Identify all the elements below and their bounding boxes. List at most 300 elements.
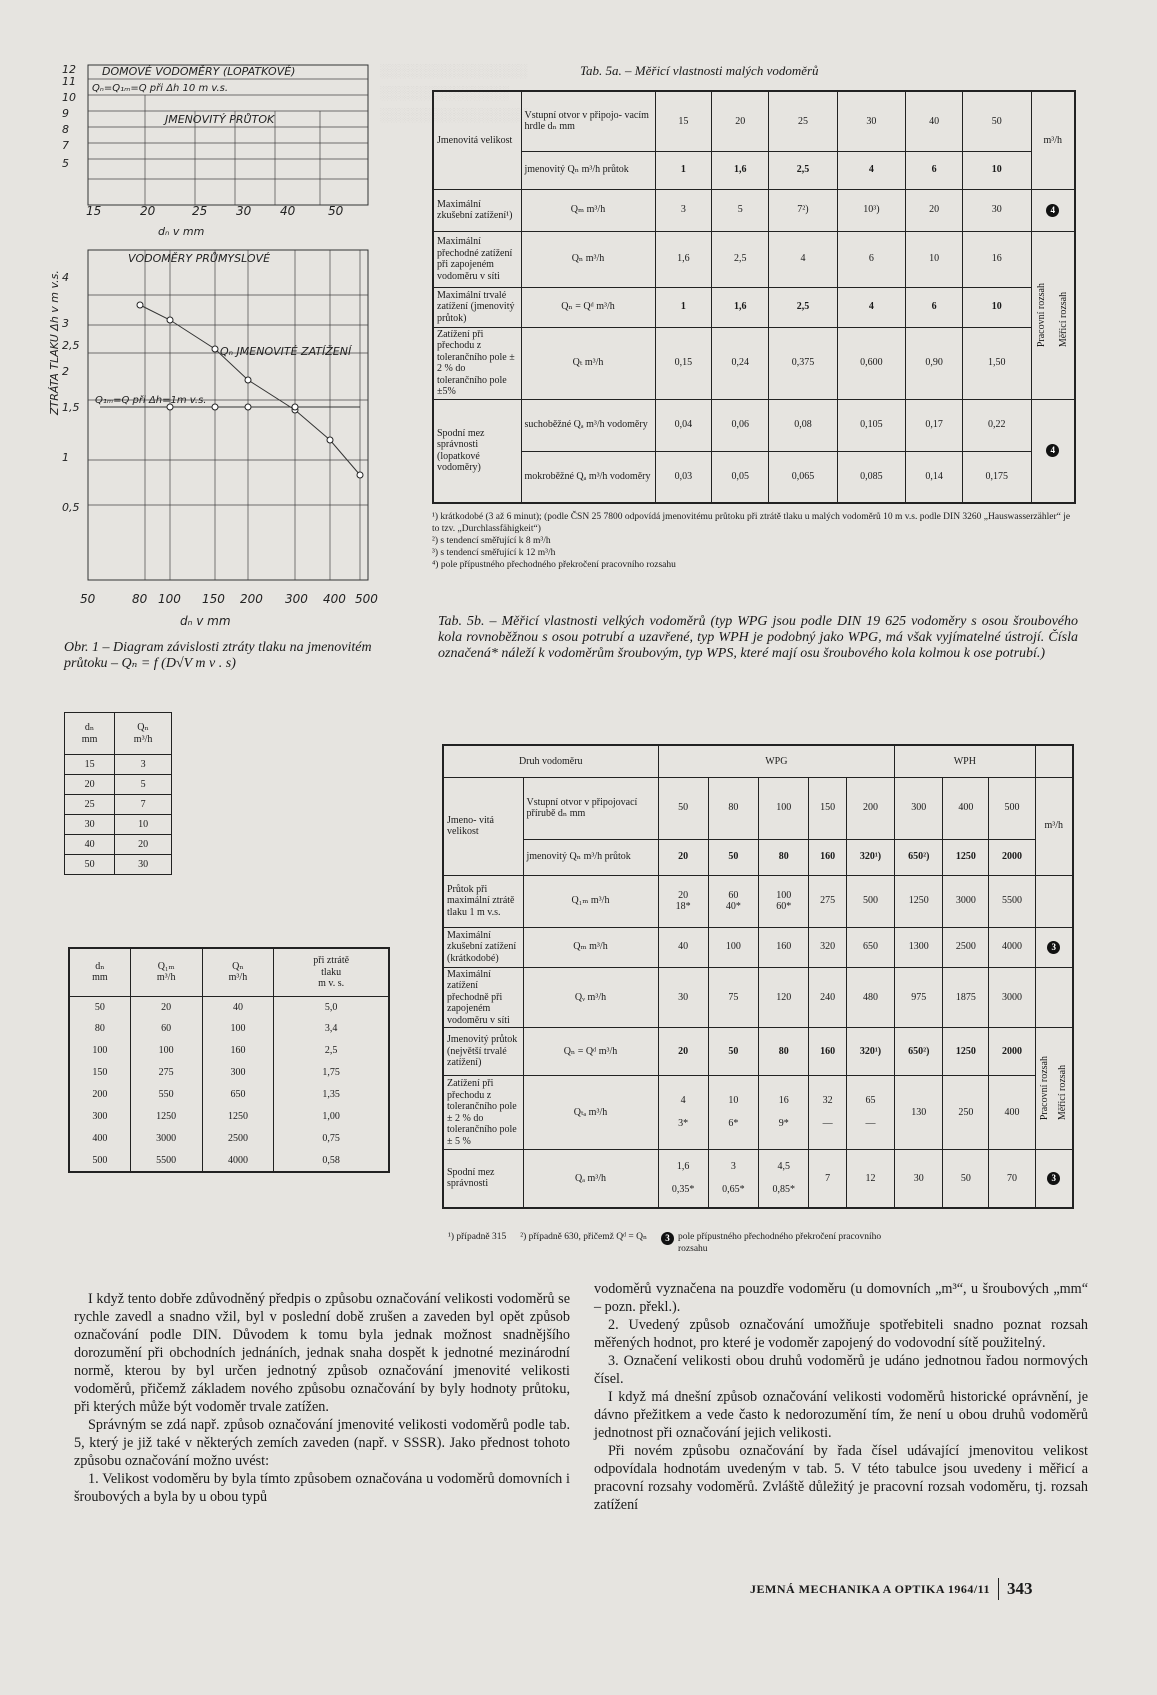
t5b-qt-6: 250 (943, 1076, 989, 1150)
table-row (69, 1128, 389, 1150)
t5b-qm-1: 100 (708, 927, 758, 967)
x-top-tick-label: 25 (192, 204, 208, 218)
y-tick-label: 8 (62, 123, 69, 136)
t5b-jmen-trvale: Jmenovitý průtok (největší trvalé zatížení) (443, 1028, 523, 1076)
bleed-through-text: ░░░░░░░░░░░░░░░░ ░░░░░░░░░░░░░░ ░░░░░░░░░░░░░░░░ (380, 63, 528, 122)
y-tick-label: 0,5 (62, 501, 80, 514)
t5b-q1m-0-s: 18* (675, 901, 691, 912)
fig-jmenovity-prutok: JMENOVITÝ PRŮTOK (165, 113, 275, 126)
small-table-cell: 10 (115, 815, 172, 835)
x-top-tick-label: 15 (86, 204, 102, 218)
t5b-qa-1-v: 3 (730, 1161, 736, 1172)
table-cell: 40 (202, 996, 274, 1018)
fig-box-top-line: Qₙ=Q₁ₘ=Q při Δh 10 m v.s. (92, 83, 229, 94)
t5b-qm-lbl: Qₘ m³/h (523, 927, 658, 967)
footer-divider (998, 1578, 999, 1600)
table-row (69, 1150, 389, 1172)
x-top-tick-label: 30 (236, 204, 252, 218)
t5a-vstupni-cell (521, 91, 655, 151)
pressure-loss-diagram (40, 55, 420, 635)
t5b-dn-1: 80 (708, 777, 758, 839)
small-table-row (65, 795, 172, 815)
small-table-cell: 20 (65, 775, 115, 795)
t5a-qp-2: 4 (769, 231, 837, 287)
t5b-q1m-6: 3000 (943, 875, 989, 927)
t5b-circle-cell-2 (1035, 1150, 1073, 1208)
t5a-qd-5: 10 (963, 287, 1031, 327)
table-cell: 50 (69, 996, 130, 1018)
table-cell: 550 (130, 1084, 202, 1106)
t5b-dn-3: 150 (809, 777, 847, 839)
small-table-cell: 5 (115, 775, 172, 795)
tab5b-footnotes (448, 1232, 1068, 1256)
table-header-cell: Qₙ m³/h (202, 948, 274, 996)
t5b-qt-0-s: 3* (678, 1118, 689, 1130)
t5b-qt-3-v: 32 (822, 1095, 833, 1107)
table-cell: 100 (69, 1040, 130, 1062)
t5a-qt-4: 0,90 (906, 327, 963, 399)
t5b-blank-2 (1035, 875, 1073, 927)
table-cell: 1250 (130, 1106, 202, 1128)
table-cell: 2,5 (274, 1040, 389, 1062)
t5a-su-0: 0,04 (655, 399, 712, 451)
t5b-prutok-max: Průtok při maximální ztrátě tlaku 1 m v.s. (443, 875, 523, 927)
table-row (69, 1062, 389, 1084)
t5a-sucho: suchoběžné Qₐ m³/h vodoměry (521, 399, 655, 451)
t5b-dn-4: 200 (846, 777, 894, 839)
fig-x-bottom-label: dₙ v mm (180, 614, 231, 628)
right-paragraph-4: I když má dnešní způsob označování velikosti vodoměrů historické oprávnění, je dávno přežitkem a vede často k nedorozumění tím, že není u obou druhů vodoměrů jednotnost při označování jejich velikosti. (594, 1389, 1088, 1442)
right-paragraph-2: 2. Uvedený způsob označování umožňuje spotřebiteli snadno poznat rozsah měřených hodnot, pro které je vodoměr zapojený do vodovodní sítě použitelný. (594, 1317, 1088, 1352)
table-cell: 3,4 (274, 1018, 389, 1040)
t5b-qn-7: 2000 (989, 839, 1035, 875)
small-table-cell: 50 (65, 855, 115, 875)
t5a-qd-lbl: Qₙ = Qᵈ m³/h (521, 287, 655, 327)
tab5b-title: Tab. 5b. – Měřicí vlastnosti velkých vodoměrů (typ WPG jsou podle DIN 19 625 vodoměry s osou šroubového kola rovnoběžnou s osou potrubí a uzavřené, typ WPH je podobný jako WPG, má však vyjímatelné ústrojí. Čísla označená* náleží k vodoměrům šroubovým, typ WPS, které mají osu šroubového kola kolmou k ose potrubí.) (438, 614, 1078, 662)
x-bottom-tick-label: 300 (285, 592, 308, 606)
small-table-cell: 7 (115, 795, 172, 815)
tab5a-footnotes (432, 512, 1072, 571)
y-tick-label: 7 (62, 139, 69, 152)
journal-name: JEMNÁ MECHANIKA A OPTIKA 1964/11 (750, 1581, 991, 1596)
small-table-cell: 25 (65, 795, 115, 815)
t5b-qa-1-s: 0,65* (722, 1184, 745, 1195)
t5b-qm-5: 1300 (895, 927, 943, 967)
t5a-qd-4: 6 (906, 287, 963, 327)
t5b-max-zat: Maximální zatížení přechodně při zapojeném vodoměru v síti (443, 967, 523, 1028)
t5a-su-5: 0,22 (963, 399, 1031, 451)
t5b-qv-lbl: Qᵥ m³/h (523, 967, 658, 1028)
t5b-qnqd-1: 50 (708, 1028, 758, 1076)
t5b-qa-0-s: 0,35* (671, 1184, 695, 1195)
x-top-tick-label: 20 (140, 204, 156, 218)
y-tick-label: 2 (62, 365, 69, 378)
t5b-fn-3: pole přípustného přechodného překročení pracovního rozsahu (678, 1232, 882, 1254)
t5b-qt-4-s: — (865, 1118, 876, 1130)
figure-caption: Obr. 1 – Diagram závislosti ztráty tlaku na jmenovitém průtoku – Qₙ = f (D√V m v . s) (64, 640, 372, 672)
t5b-q1m-4: 500 (846, 875, 894, 927)
left-paragraph-2: Správným se zdá např. způsob označování jmenovité velikosti vodoměrů podle tab. 5, který je již také v některých zemích zaveden (např. v SSSR). Jako přednost tohoto způsobu označování možno uvést: (74, 1417, 570, 1470)
t5a-mo-5: 0,175 (963, 451, 1031, 503)
t5a-mo-3: 0,085 (837, 451, 905, 503)
t5b-jmen-prutok: jmenovitý Qₙ m³/h průtok (523, 839, 658, 875)
t5b-q1m-2-v: 100 (776, 889, 792, 901)
table-header-cell: při ztrátě tlaku m v. s. (274, 948, 389, 996)
table-cell: 1,00 (274, 1106, 389, 1128)
t5b-qnqd-6: 1250 (943, 1028, 989, 1076)
t5b-qv-3: 240 (809, 967, 847, 1028)
x-bottom-tick-label: 400 (323, 592, 346, 606)
t5b-qt-1-v: 10 (728, 1095, 739, 1107)
t5a-qp-4: 10 (906, 231, 963, 287)
meter-data-table (68, 947, 390, 1173)
t5b-qnqd-lbl: Qₙ = Qᵈ m³/h (523, 1028, 658, 1076)
t5b-qt-1-s: 6* (728, 1118, 739, 1130)
t5a-qn-5: 10 (963, 151, 1031, 189)
t5b-qv-6: 1875 (943, 967, 989, 1028)
t5a-max-zk: Maximální zkušební zatížení¹) (433, 189, 521, 231)
t5a-qd-1: 1,6 (712, 287, 769, 327)
t5a-qm-5: 30 (963, 189, 1031, 231)
y-tick-label: 4 (62, 271, 69, 284)
t5b-blank (1035, 745, 1073, 777)
t5a-circle-cell-2 (1031, 399, 1075, 503)
table-cell: 3000 (130, 1128, 202, 1150)
t5b-circle-3: 3 (1047, 941, 1060, 954)
small-dn-qn-table (64, 712, 172, 875)
t5b-fn-circle-3: 3 (661, 1232, 674, 1245)
t5a-qn-3: 4 (837, 151, 905, 189)
t5b-qnqd-4: 320¹) (846, 1028, 894, 1076)
x-bottom-tick-label: 80 (132, 592, 148, 606)
t5b-qa-2-v: 4,5 (777, 1161, 790, 1172)
small-table-cell: 40 (65, 835, 115, 855)
table-header-cell: Q₁ₘ m³/h (130, 948, 202, 996)
t5b-qm-6: 2500 (943, 927, 989, 967)
t5a-max-trvale: Maximální trvalé zatížení (jmenovitý průtok) (433, 287, 521, 327)
t5b-qa-7: 70 (989, 1150, 1035, 1208)
t5b-qt-lbl: Qₜₐ m³/h (523, 1076, 658, 1150)
y-tick-label: 1,5 (62, 401, 80, 414)
t5a-dn-3: 30 (837, 91, 905, 151)
t5b-qt-0 (658, 1076, 708, 1150)
t5b-vstupni-cell (523, 777, 658, 839)
t5b-qt-4-v: 65 (865, 1095, 876, 1107)
y-tick-label: 11 (62, 75, 76, 88)
t5b-qv-2: 120 (759, 967, 809, 1028)
t5a-qt-2: 0,375 (769, 327, 837, 399)
t5b-merici: Měřicí rozsah (1057, 1065, 1069, 1121)
t5a-mo-1: 0,05 (712, 451, 769, 503)
t5a-qp-0: 1,6 (655, 231, 712, 287)
page-footer (750, 1578, 1033, 1600)
t5a-mo-4: 0,14 (906, 451, 963, 503)
t5b-qt-2-v: 16 (778, 1095, 789, 1107)
t5b-q1m-1 (708, 875, 758, 927)
t5a-fn-1: ¹) krátkodobé (3 až 6 minut); (podle ČSN 25 7800 odpovídá jmenovitému průtoku při ztrátě tlaku u malých vodoměrů 10 m v.s. podle DIN 3260 „Hauswasserzähler“ je to tzv. „Durchlassfähigkeit“) (432, 512, 1071, 534)
st-h1: dₙ (84, 722, 95, 733)
t5a-dn-4: 40 (906, 91, 963, 151)
t5a-pracovni: Pracovní rozsah (1036, 282, 1048, 348)
t5b-qt-3 (809, 1076, 847, 1150)
t5a-fn-4: ⁴) pole přípustného přechodného překročení pracovního rozsahu (432, 559, 676, 570)
x-bottom-tick-label: 50 (80, 592, 96, 606)
t5a-dn-0: 15 (655, 91, 712, 151)
t5b-q1m-2-s: 60* (776, 901, 792, 912)
t5b-qv-4: 480 (846, 967, 894, 1028)
t5a-fn-3: ³) s tendencí směřující k 12 m³/h (432, 547, 556, 558)
t5a-qt-1: 0,24 (712, 327, 769, 399)
table-row (69, 1084, 389, 1106)
t5b-q1m-lbl: Q₁ₘ m³/h (523, 875, 658, 927)
t5a-circle-4: 4 (1046, 204, 1059, 217)
t5b-dn: dₙ mm (557, 808, 586, 819)
t5b-qa-3: 7 (809, 1150, 847, 1208)
t5a-jmen-prutok: jmenovitý Qₙ m³/h průtok (521, 151, 655, 189)
small-table-row (65, 775, 172, 795)
t5a-qt-5: 1,50 (963, 327, 1031, 399)
y-tick-label: 12 (62, 63, 76, 76)
t5a-dn-5: 50 (963, 91, 1031, 151)
t5b-dn-5: 300 (895, 777, 943, 839)
table-cell: 0,75 (274, 1128, 389, 1150)
table-cell: 5,0 (274, 996, 389, 1018)
t5a-circle-4b: 4 (1046, 444, 1059, 457)
table-cell: 2500 (202, 1128, 274, 1150)
table-cell: 20 (130, 996, 202, 1018)
t5b-qt-4 (846, 1076, 894, 1150)
table-cell: 650 (202, 1084, 274, 1106)
t5b-qa-0 (658, 1150, 708, 1208)
y-tick-label: 5 (62, 157, 69, 170)
left-paragraph-1: I když tento dobře zdůvodněný předpis o způsobu označování velikosti vodoměrů se rychle zavedl a snadno vžil, byl v poslední době zrušen a zaveden byl opět způsob označování podle DIN. Důvodem k tomu byla jednak možnost snadnějšího dorozumění při obchodních jednáních, jednak snaha dospět k jednotné mezinárodní normě, kterou by byl určen jednotný způsob označování jmenovité velikosti vodoměrů, přičemž základem nového způsobu označování by byly hodnoty průtoku, při kterých může být vodoměr trvale zatížen. (74, 1291, 570, 1416)
t5a-qp-5: 16 (963, 231, 1031, 287)
table-cell: 60 (130, 1018, 202, 1040)
t5b-dn-2: 100 (759, 777, 809, 839)
t5b-qt-5: 130 (895, 1076, 943, 1150)
t5a-qn-0: 1 (655, 151, 712, 189)
t5a-qn-1: 1,6 (712, 151, 769, 189)
t5b-qa-5: 30 (895, 1150, 943, 1208)
y-tick-label: 1 (62, 451, 69, 464)
y-tick-label: 10 (62, 91, 76, 104)
table-cell: 100 (130, 1040, 202, 1062)
t5b-qnqd-7: 2000 (989, 1028, 1035, 1076)
t5a-qd-2: 2,5 (769, 287, 837, 327)
table-row (69, 1040, 389, 1062)
t5b-qt-3-s: — (822, 1118, 833, 1130)
t5b-dn-7: 500 (989, 777, 1035, 839)
t5b-fn-3-wrap (661, 1232, 911, 1256)
t5b-qnqd-2: 80 (759, 1028, 809, 1076)
table-header-cell: dₙ mm (69, 948, 130, 996)
t5b-q1m-0 (658, 875, 708, 927)
t5b-qn-0: 20 (658, 839, 708, 875)
table-cell: 400 (69, 1128, 130, 1150)
t5a-qd-0: 1 (655, 287, 712, 327)
t5a-fn-2: ²) s tendencí směřující k 8 m³/h (432, 535, 551, 546)
fig-qlm: Q₁ₘ=Q při Δh=1m v.s. (95, 395, 207, 406)
table-cell: 1250 (202, 1106, 274, 1128)
x-bottom-tick-label: 200 (240, 592, 263, 606)
t5b-qn-3: 160 (809, 839, 847, 875)
t5b-qm-0: 40 (658, 927, 708, 967)
t5b-qa-lbl: Qₐ m³/h (523, 1150, 658, 1208)
tab5a-table (432, 90, 1076, 504)
t5a-qm-1: 5 (712, 189, 769, 231)
t5b-qt-2 (759, 1076, 809, 1150)
t5a-qp-3: 6 (837, 231, 905, 287)
table-cell: 4000 (202, 1150, 274, 1172)
t5b-fn-1: ¹) případně 315 (448, 1232, 507, 1242)
t5b-qa-2-s: 0,85* (772, 1184, 795, 1195)
t5a-qm-0: 3 (655, 189, 712, 231)
t5b-qt-0-v: 4 (680, 1095, 686, 1107)
t5a-mo-2: 0,065 (769, 451, 837, 503)
t5a-max-prech: Maximální přechodné zatížení při zapojeném vodoměru v síti (433, 231, 521, 287)
table-cell: 160 (202, 1040, 274, 1062)
body-text-right (594, 1280, 1088, 1514)
t5a-range-cell (1031, 231, 1075, 399)
t5a-su-1: 0,06 (712, 399, 769, 451)
t5a-qm-lbl: Qₘ m³/h (521, 189, 655, 231)
t5a-qt-3: 0,600 (837, 327, 905, 399)
t5b-qnqd-3: 160 (809, 1028, 847, 1076)
t5b-qm-4: 650 (846, 927, 894, 967)
t5b-q1m-0-v: 20 (678, 889, 689, 901)
x-bottom-tick-label: 100 (158, 592, 181, 606)
t5b-qm-7: 4000 (989, 927, 1035, 967)
t5b-qnqd-0: 20 (658, 1028, 708, 1076)
t5a-jmen: Jmenovitá velikost (433, 91, 521, 189)
t5b-qn-1: 50 (708, 839, 758, 875)
t5a-qm-3: 10³) (837, 189, 905, 231)
small-table-row (65, 855, 172, 875)
t5b-q1m-1-s: 40* (725, 901, 741, 912)
t5b-unit: m³/h (1035, 777, 1073, 875)
t5b-qnqd-5: 650²) (895, 1028, 943, 1076)
y-tick-label: 3 (62, 317, 69, 330)
t5a-vstupni: Vstupní otvor v připojo- vacím hrdle (524, 109, 649, 133)
table-cell: 0,58 (274, 1150, 389, 1172)
page-number: 343 (1007, 1579, 1033, 1598)
t5a-merici: Měřicí rozsah (1057, 291, 1069, 348)
t5b-qa-4: 12 (846, 1150, 894, 1208)
t5a-qt-0: 0,15 (655, 327, 712, 399)
st-h2b: m³/h (133, 733, 153, 745)
t5b-vstupni: Vstupní otvor v připojovací přírubě (526, 796, 638, 819)
fig-box-ind: VODOMĚRY PRŮMYSLOVÉ (128, 252, 271, 265)
t5a-mokro: mokroběžné Qₐ m³/h vodoměry (521, 451, 655, 503)
t5b-qn-2: 80 (759, 839, 809, 875)
small-table-cell: 20 (115, 835, 172, 855)
t5a-su-4: 0,17 (906, 399, 963, 451)
table-cell: 300 (202, 1062, 274, 1084)
t5a-qn2-lbl: Qₙ m³/h (521, 231, 655, 287)
y-tick-label: 9 (62, 107, 69, 120)
t5b-qa-1 (708, 1150, 758, 1208)
fig-jmenovite-zatizeni: Qₙ JMENOVITÉ ZATÍŽENÍ (220, 345, 352, 358)
t5a-su-3: 0,105 (837, 399, 905, 451)
t5b-wpg: WPG (658, 745, 895, 777)
t5b-fn-2: ²) případně 630, přičemž Qᵈ = Qₙ (520, 1232, 648, 1242)
x-bottom-tick-label: 500 (355, 592, 378, 606)
t5b-qa-6: 50 (943, 1150, 989, 1208)
t5b-q1m-7: 5500 (989, 875, 1035, 927)
table-row (69, 996, 389, 1018)
tab5b-table (442, 744, 1074, 1209)
t5b-spodni: Spodní mez správnosti (443, 1150, 523, 1208)
small-table-row (65, 815, 172, 835)
t5b-qa-2 (759, 1150, 809, 1208)
t5b-max-zk: Maximální zkušební zatížení (krátkodobé) (443, 927, 523, 967)
t5b-circle-cell (1035, 927, 1073, 967)
t5a-qd-3: 4 (837, 287, 905, 327)
table-cell: 150 (69, 1062, 130, 1084)
t5a-spodni: Spodní mez správnosti (lopatkové vodoměry) (433, 399, 521, 503)
t5a-qp-1: 2,5 (712, 231, 769, 287)
t5b-qm-3: 320 (809, 927, 847, 967)
t5b-qt-1 (708, 1076, 758, 1150)
t5b-qt-7: 400 (989, 1076, 1035, 1150)
table-cell: 80 (69, 1018, 130, 1040)
t5a-unit: m³/h (1031, 91, 1075, 189)
table-cell: 275 (130, 1062, 202, 1084)
t5b-pracovni: Pracovní rozsah (1038, 1056, 1050, 1121)
t5a-dn-2: 25 (769, 91, 837, 151)
fig-box-top: DOMOVÉ VODOMĚRY (LOPATKOVÉ) (102, 65, 296, 78)
t5b-qn-4: 320¹) (846, 839, 894, 875)
t5b-dn-0: 50 (658, 777, 708, 839)
table-row (69, 1018, 389, 1040)
small-table-cell: 15 (65, 755, 115, 775)
t5b-q1m-5: 1250 (895, 875, 943, 927)
t5a-dn-1: 20 (712, 91, 769, 151)
x-top-tick-label: 50 (328, 204, 344, 218)
t5b-qt-2-s: 9* (778, 1118, 789, 1130)
table-cell: 100 (202, 1018, 274, 1040)
small-table-cell: 30 (65, 815, 115, 835)
t5b-wph: WPH (895, 745, 1035, 777)
right-paragraph-1: vodoměrů vyznačena na pouzdře vodoměru (u domovních „m³“, u šroubových „mm“ – pozn. překl.). (594, 1281, 1088, 1316)
st-h2: Qₙ (137, 722, 149, 733)
t5a-qn-4: 6 (906, 151, 963, 189)
t5a-zat-prech: Zatížení při přechodu z tolerančního pole ± 2 % do tolerančního pole ±5% (433, 327, 521, 399)
table-cell: 1,35 (274, 1084, 389, 1106)
t5b-q1m-3: 275 (809, 875, 847, 927)
right-paragraph-5: Při novém způsobu označování by řada čísel udávající jmenovitou velikost odpovídala hodnotám uvedeným v tab. 5. V této tabulce jsou uvedeny i měřicí a pracovní rozsahy vodoměrů. Zvláště důležitý je pracovní rozsah vodoměru, tj. rozsah zatížení (594, 1443, 1088, 1514)
t5a-su-2: 0,08 (769, 399, 837, 451)
t5b-qv-1: 75 (708, 967, 758, 1028)
t5b-jmen: Jmeno- vitá velikost (443, 777, 523, 875)
t5b-qv-0: 30 (658, 967, 708, 1028)
right-paragraph-3: 3. Označení velikosti obou druhů vodoměrů je udáno jednotnou řadou normových čísel. (594, 1353, 1088, 1388)
t5a-qn-2: 2,5 (769, 151, 837, 189)
st-h1b: mm (81, 733, 98, 745)
t5b-zat-prech: Zatížení při přechodu z tolerančního pole ± 2 % do tolerančního pole ± 5 % (443, 1076, 523, 1150)
fig-ylabel: ZTRÁTA TLAKU Δh v m v.s. (48, 270, 61, 415)
t5a-dn: dₙ mm (547, 121, 575, 133)
table-cell: 1,75 (274, 1062, 389, 1084)
y-tick-label: 2,5 (62, 339, 80, 352)
t5b-qn-6: 1250 (943, 839, 989, 875)
small-table-cell: 30 (115, 855, 172, 875)
small-table-row (65, 835, 172, 855)
t5a-mo-0: 0,03 (655, 451, 712, 503)
t5b-druh: Druh vodoměru (443, 745, 658, 777)
small-table-cell: 3 (115, 755, 172, 775)
t5b-q1m-1-v: 60 (728, 889, 739, 901)
